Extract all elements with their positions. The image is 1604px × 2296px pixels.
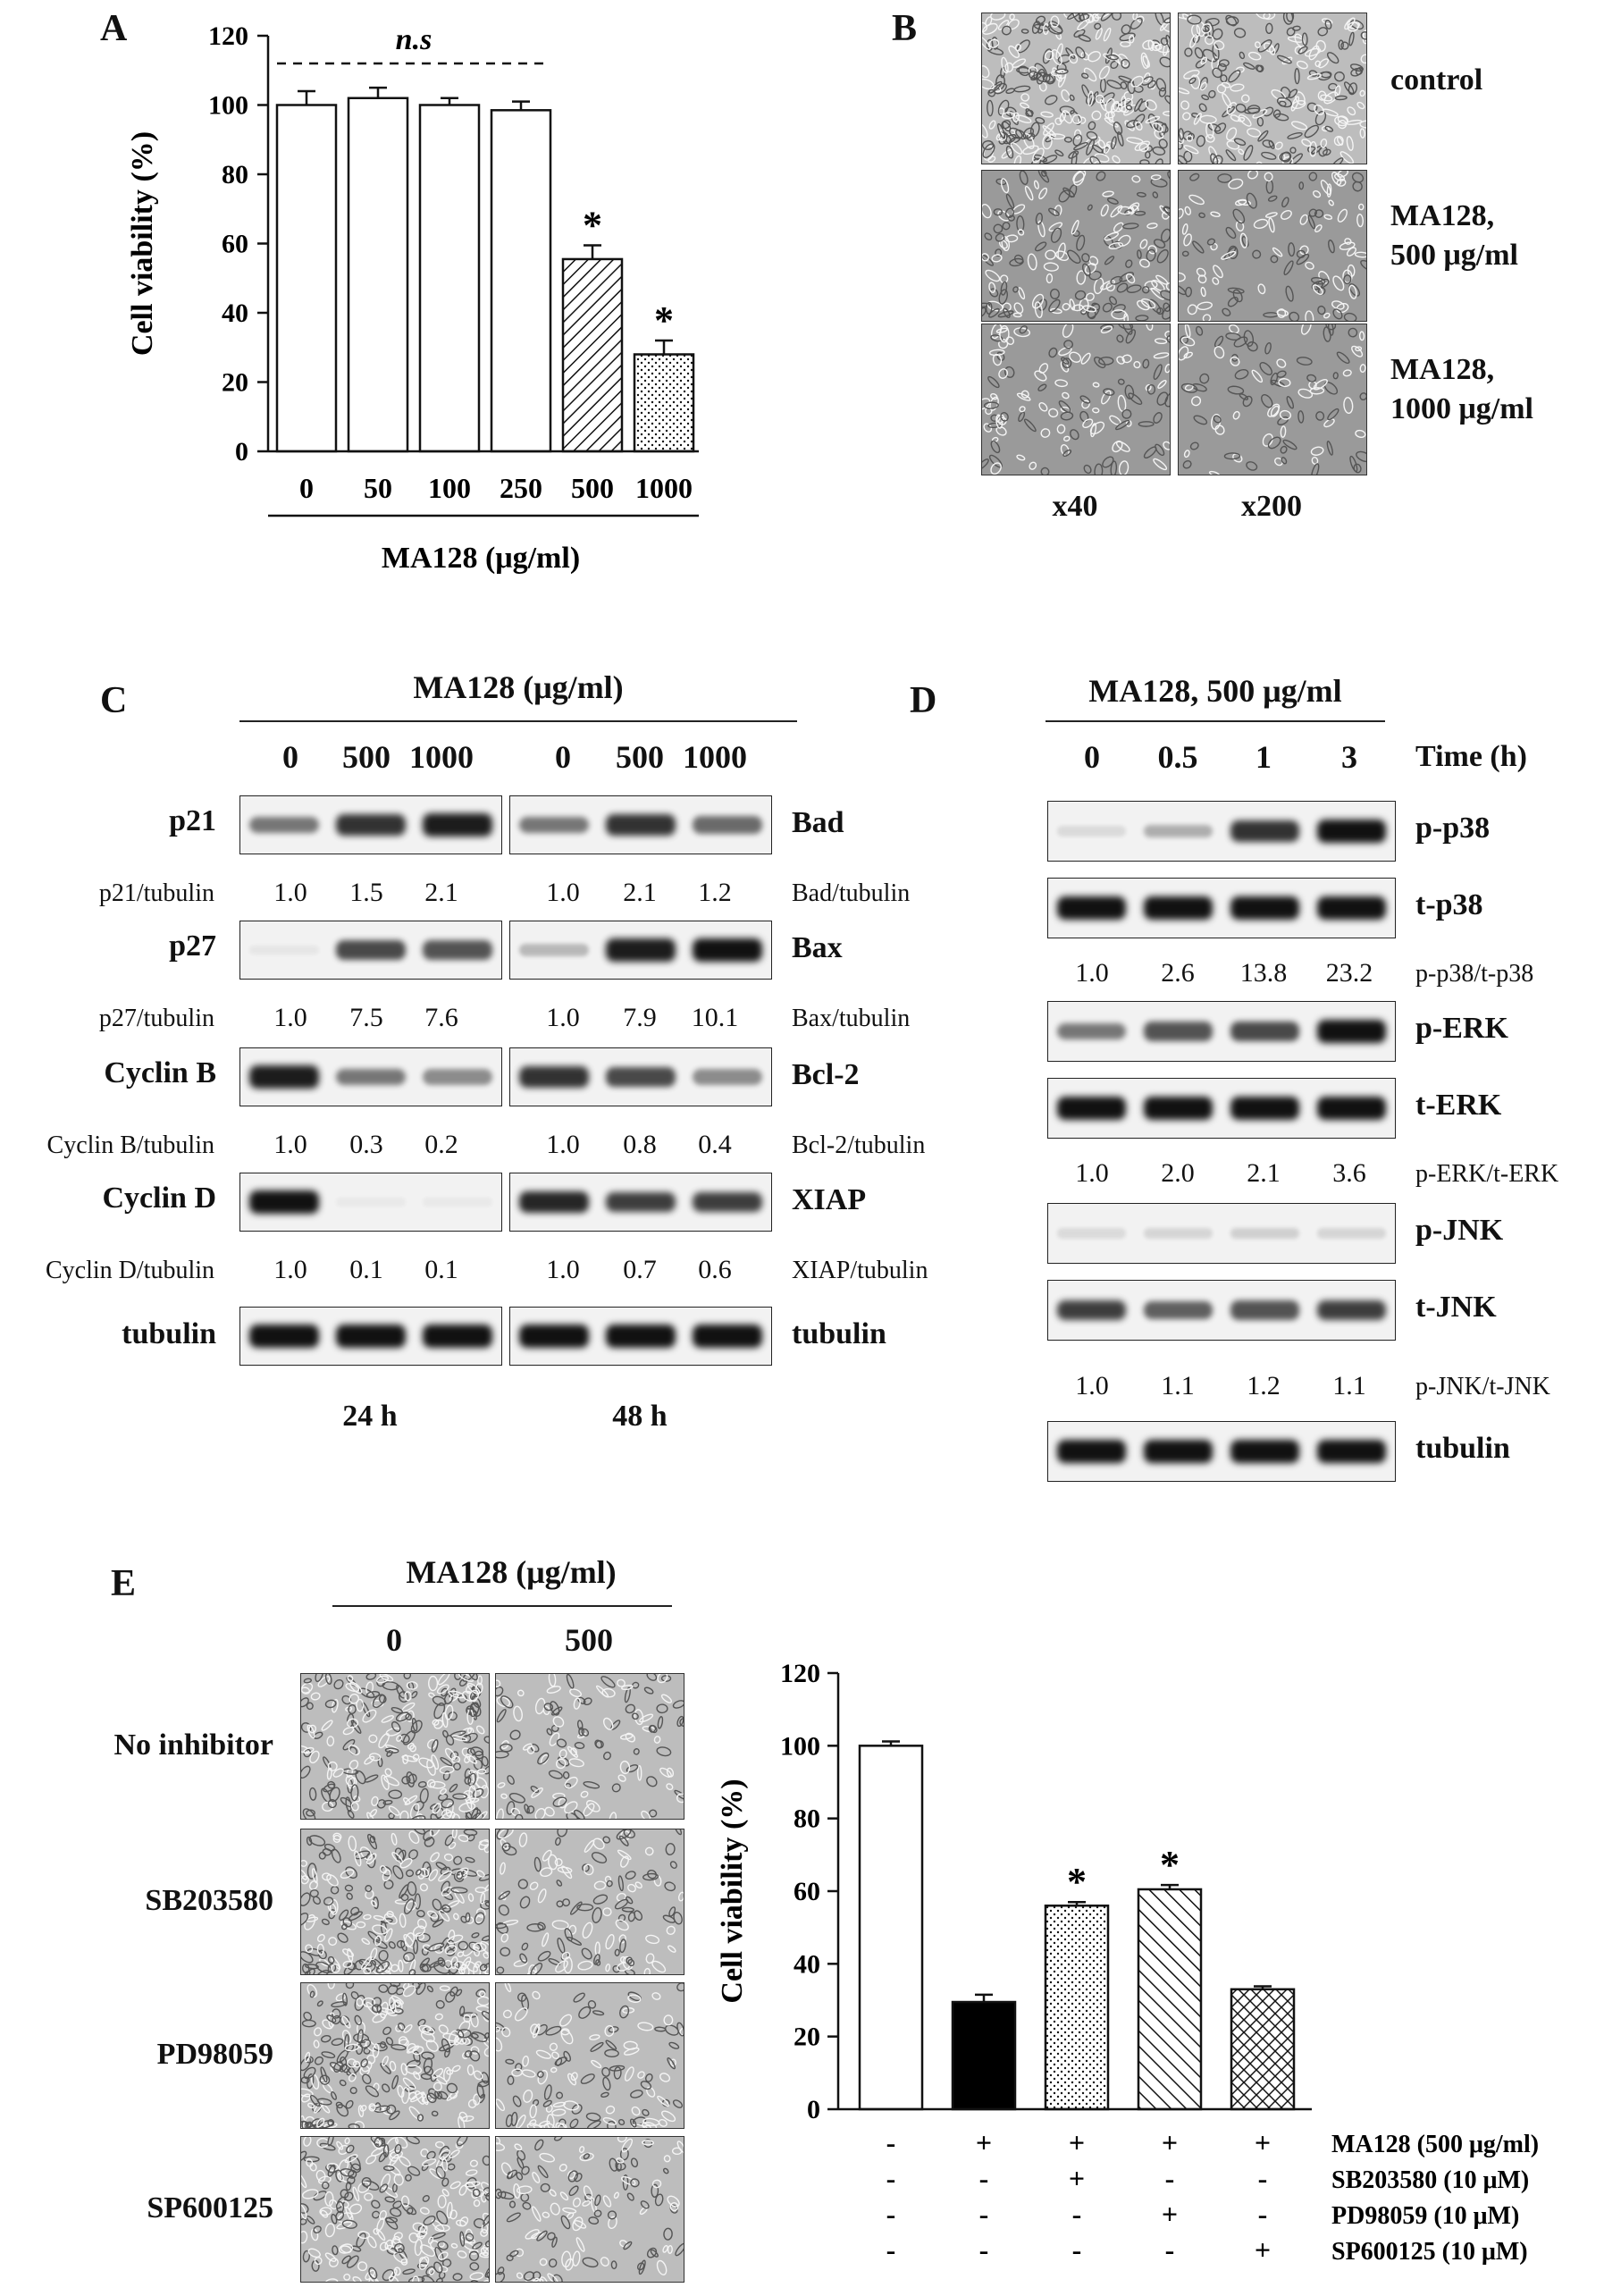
- micrograph: [1178, 170, 1367, 322]
- micrograph-row-label: [1390, 61, 1482, 100]
- ratio-value: 0.1: [349, 1255, 383, 1284]
- time-label: 48 h: [612, 1400, 668, 1433]
- blot-strip: [1047, 1280, 1396, 1341]
- treatment-sign: -: [1257, 2162, 1268, 2194]
- blot-band: [423, 1325, 492, 1348]
- ratio-value: 1.5: [349, 878, 383, 907]
- cell-texture: [1179, 324, 1366, 475]
- blot-band: [1230, 1022, 1300, 1041]
- micrograph: [495, 1673, 684, 1820]
- blot-band: [519, 817, 589, 834]
- ratio-value: 1.2: [698, 878, 732, 907]
- ratio-value: 2.6: [1161, 958, 1195, 988]
- x-tick-label: 100: [428, 472, 471, 504]
- ratio-value: 1.0: [273, 1255, 307, 1284]
- treatment-sign: -: [1257, 2198, 1268, 2230]
- treatment-label: SP600125 (10 μM): [1331, 2238, 1528, 2266]
- treatment-sign: -: [978, 2162, 989, 2194]
- blot-band: [1144, 1022, 1213, 1040]
- micrograph: [1178, 324, 1367, 475]
- bar: [491, 110, 550, 451]
- blot-band: [1230, 1440, 1300, 1463]
- bar: [953, 2002, 1015, 2109]
- blot-band: [693, 938, 762, 962]
- protein-label: Bad: [792, 806, 844, 839]
- treatment-sign: +: [1161, 2126, 1179, 2158]
- blot-strip: [1047, 878, 1396, 938]
- dose-label: 0: [282, 739, 298, 775]
- protein-label: p-JNK: [1415, 1214, 1504, 1247]
- blot-strip: [509, 1307, 772, 1366]
- y-tick-label: 120: [208, 21, 248, 51]
- blot-band: [1144, 896, 1213, 920]
- protein-label: t-p38: [1415, 888, 1483, 921]
- blot-strip: [509, 795, 772, 854]
- ratio-value: 1.0: [273, 1003, 307, 1032]
- cell-texture: [1179, 13, 1366, 164]
- ratio-value: 0.4: [698, 1130, 732, 1159]
- blot-band: [249, 817, 319, 834]
- panel-e-header: MA128 (μg/ml): [406, 1554, 617, 1590]
- protein-label: tubulin: [792, 1317, 886, 1350]
- y-tick-label: 80: [794, 1804, 820, 1834]
- blot-band: [336, 1069, 406, 1086]
- treatment-sign: -: [1071, 2233, 1082, 2266]
- bar: [563, 259, 622, 451]
- cell-texture: [301, 1983, 489, 2128]
- ratio-label: XIAP/tubulin: [792, 1257, 928, 1284]
- blot-band: [336, 814, 406, 836]
- protein-label: p27: [169, 929, 216, 963]
- y-tick-label: 40: [222, 299, 248, 328]
- blot-band: [423, 940, 492, 959]
- ratio-value: 1.0: [1075, 1158, 1109, 1188]
- bar: [1231, 1989, 1294, 2109]
- blot-band: [1057, 1097, 1127, 1120]
- ratio-value: 2.1: [1247, 1158, 1281, 1188]
- ratio-label: p-ERK/t-ERK: [1415, 1160, 1559, 1188]
- ratio-value: 2.1: [424, 878, 458, 907]
- ratio-value: 13.8: [1239, 958, 1288, 988]
- blot-band: [1317, 896, 1387, 920]
- ratio-value: 23.2: [1325, 958, 1373, 988]
- blot-band: [1317, 1097, 1387, 1120]
- dose-label: 0: [386, 1622, 402, 1658]
- micrograph-row-label: [1390, 350, 1533, 429]
- blot-band: [336, 940, 406, 960]
- treatment-sign: -: [1071, 2198, 1082, 2230]
- blot-band: [1144, 1097, 1213, 1120]
- blot-band: [519, 1066, 589, 1088]
- x-tick-label: 0: [299, 472, 314, 504]
- ratio-value: 1.0: [546, 1003, 580, 1032]
- micrograph-row-label: SB203580: [145, 1884, 273, 1917]
- ratio-value: 3.6: [1332, 1158, 1366, 1188]
- ratio-value: 2.0: [1161, 1158, 1195, 1188]
- blot-band: [693, 816, 762, 834]
- significance-mark: *: [583, 203, 602, 248]
- ratio-value: 1.2: [1247, 1371, 1281, 1400]
- panel-label-e: E: [111, 1563, 137, 1604]
- ratio-value: 0.7: [623, 1255, 657, 1284]
- y-tick-label: 120: [780, 1659, 820, 1688]
- panel-c-header: MA128 (μg/ml): [413, 669, 624, 705]
- treatment-sign: -: [886, 2162, 896, 2194]
- blot-strip: [509, 1173, 772, 1232]
- x-tick-label: 1000: [635, 472, 693, 504]
- cell-texture: [301, 1829, 489, 1974]
- significance-mark: *: [654, 299, 674, 342]
- protein-label: Bcl-2: [792, 1058, 860, 1091]
- blot-strip: [1047, 1001, 1396, 1062]
- ratio-value: 1.0: [1075, 1371, 1109, 1400]
- micrograph: [981, 170, 1171, 322]
- ratio-value: 7.9: [623, 1003, 657, 1032]
- panel-label-d: D: [910, 680, 937, 721]
- bar: [1046, 1905, 1108, 2109]
- y-axis-label: Cell viability (%): [126, 130, 159, 357]
- blot-band: [1057, 826, 1127, 837]
- y-tick-label: 0: [807, 2095, 820, 2124]
- blot-strip: [239, 1173, 502, 1232]
- blot-band: [519, 1191, 589, 1213]
- time-axis-label: Time (h): [1415, 740, 1527, 773]
- micrograph: [300, 1982, 490, 2129]
- blot-band: [1057, 896, 1127, 920]
- blot-band: [336, 1325, 406, 1348]
- treatment-sign: +: [1068, 2126, 1086, 2158]
- micrograph-col-label: x40: [1052, 490, 1098, 523]
- panel-label-b: B: [892, 8, 918, 49]
- blot-band: [606, 938, 676, 961]
- micrograph-row-label: SP600125: [147, 2191, 273, 2225]
- treatment-sign: -: [978, 2198, 989, 2230]
- ratio-value: 1.0: [1075, 958, 1109, 988]
- y-axis-label: Cell viability (%): [716, 1779, 749, 2004]
- micrograph: [300, 2136, 490, 2283]
- blot-band: [249, 946, 319, 955]
- panel-d-header: MA128, 500 μg/ml: [1088, 673, 1342, 709]
- bar: [1138, 1889, 1201, 2109]
- ratio-value: 1.1: [1161, 1371, 1195, 1400]
- treatment-sign: -: [886, 2233, 896, 2266]
- dose-label: 500: [342, 739, 391, 775]
- micrograph-row-label: No inhibitor: [113, 1728, 273, 1762]
- cell-texture: [496, 2137, 684, 2282]
- protein-label: p21: [169, 804, 216, 837]
- blot-band: [1317, 1020, 1387, 1043]
- panel-label-c: C: [100, 680, 128, 721]
- cell-texture: [301, 2137, 489, 2282]
- treatment-sign: +: [1254, 2233, 1272, 2266]
- blot-band: [693, 1325, 762, 1348]
- y-tick-label: 20: [794, 2022, 820, 2052]
- ratio-value: 1.0: [546, 878, 580, 907]
- blot-band: [1057, 1228, 1127, 1239]
- cell-texture: [982, 324, 1170, 475]
- blot-strip: [239, 921, 502, 980]
- blot-band: [1144, 1440, 1213, 1463]
- ratio-value: 0.3: [349, 1130, 383, 1159]
- micrograph: [981, 13, 1171, 164]
- protein-label: Bax: [792, 931, 843, 964]
- dose-label: 500: [616, 739, 664, 775]
- blot-strip: [239, 1047, 502, 1106]
- blot-strip: [1047, 1421, 1396, 1482]
- cell-texture: [982, 13, 1170, 164]
- y-tick-label: 100: [208, 90, 248, 121]
- dose-label: 500: [565, 1622, 613, 1658]
- cell-texture: [301, 1674, 489, 1819]
- time-label: 24 h: [342, 1400, 398, 1433]
- ratio-value: 7.6: [424, 1003, 458, 1032]
- ratio-value: 0.1: [424, 1255, 458, 1284]
- cell-texture: [496, 1674, 684, 1819]
- treatment-sign: +: [1161, 2198, 1179, 2230]
- y-tick-label: 60: [222, 229, 248, 259]
- micrograph: [981, 324, 1171, 475]
- blot-strip: [1047, 1203, 1396, 1264]
- x-tick-label: 250: [500, 472, 542, 504]
- panel-label-a: A: [100, 8, 128, 49]
- ratio-value: 10.1: [691, 1003, 739, 1032]
- micrograph-row-label-line: MA128,: [1390, 353, 1495, 386]
- ratio-label: Cyclin D/tubulin: [46, 1257, 214, 1284]
- blot-band: [1057, 1440, 1127, 1463]
- blot-band: [1057, 1023, 1127, 1040]
- x-tick-label: 500: [571, 472, 614, 504]
- blot-band: [423, 1198, 492, 1207]
- blot-band: [1317, 820, 1387, 843]
- dose-label: 1000: [683, 739, 747, 775]
- time-point-label: 0: [1084, 739, 1100, 775]
- micrograph-row-label-line: control: [1390, 63, 1483, 97]
- blot-band: [1144, 1301, 1213, 1319]
- ratio-value: 2.1: [623, 878, 657, 907]
- blot-strip: [1047, 801, 1396, 862]
- bar: [860, 1745, 922, 2109]
- protein-label: Cyclin B: [104, 1056, 216, 1089]
- micrograph: [495, 1829, 684, 1975]
- panel-d-header-line: [1046, 720, 1385, 722]
- ratio-value: 7.5: [349, 1003, 383, 1032]
- blot-band: [336, 1198, 406, 1207]
- blot-band: [1230, 1097, 1300, 1120]
- protein-label: t-JNK: [1415, 1291, 1497, 1324]
- blot-band: [693, 1069, 762, 1084]
- micrograph-col-label: x200: [1241, 490, 1302, 523]
- bar: [349, 98, 407, 451]
- ratio-value: 0.6: [698, 1255, 732, 1284]
- ratio-label: p27/tubulin: [98, 1005, 214, 1032]
- protein-label: tubulin: [1415, 1432, 1510, 1465]
- blot-band: [249, 1190, 319, 1214]
- protein-label: Cyclin D: [102, 1182, 216, 1215]
- ratio-value: 1.0: [546, 1255, 580, 1284]
- treatment-sign: +: [1254, 2126, 1272, 2158]
- micrograph-row-label-line: MA128,: [1390, 199, 1495, 232]
- micrograph: [1178, 13, 1367, 164]
- ratio-label: Bax/tubulin: [792, 1005, 911, 1032]
- ratio-value: 1.0: [273, 1130, 307, 1159]
- treatment-sign: -: [886, 2126, 896, 2158]
- blot-strip: [509, 1047, 772, 1106]
- blot-band: [606, 1325, 676, 1348]
- chart-a: [0, 0, 733, 590]
- ratio-label: p-JNK/t-JNK: [1415, 1373, 1550, 1400]
- blot-band: [1317, 1440, 1387, 1463]
- protein-label: p-p38: [1415, 812, 1491, 845]
- bar: [420, 105, 479, 452]
- micrograph: [300, 1673, 490, 1820]
- blot-band: [1230, 1300, 1300, 1319]
- blot-band: [1144, 825, 1213, 838]
- treatment-label: SB203580 (10 μM): [1331, 2166, 1530, 2194]
- y-tick-label: 0: [235, 437, 248, 467]
- y-tick-label: 100: [780, 1731, 820, 1762]
- bar: [634, 355, 693, 452]
- micrograph-row-label: PD98059: [156, 2038, 273, 2071]
- blot-band: [606, 1192, 676, 1213]
- micrograph-row-label-line: 1000 μg/ml: [1390, 392, 1533, 425]
- blot-band: [249, 1065, 319, 1088]
- blot-band: [693, 1192, 762, 1213]
- panel-c-header-line: [239, 720, 797, 722]
- treatment-sign: -: [886, 2198, 896, 2230]
- y-tick-label: 80: [222, 160, 248, 189]
- micrograph: [495, 1982, 684, 2129]
- ratio-label: p-p38/t-p38: [1415, 960, 1534, 988]
- treatment-sign: -: [978, 2233, 989, 2266]
- x-tick-label: 50: [364, 472, 392, 504]
- protein-label: tubulin: [122, 1317, 216, 1350]
- blot-strip: [239, 1307, 502, 1366]
- micrograph-row-label: [1390, 197, 1518, 275]
- time-point-label: 1: [1255, 739, 1272, 775]
- blot-band: [1230, 820, 1300, 842]
- cell-texture: [496, 1983, 684, 2128]
- y-tick-label: 60: [794, 1877, 820, 1906]
- ratio-label: Cyclin B/tubulin: [46, 1131, 214, 1159]
- blot-band: [1144, 1228, 1213, 1239]
- blot-band: [423, 1069, 492, 1084]
- treatment-label: PD98059 (10 μM): [1331, 2202, 1520, 2230]
- treatment-sign: -: [1164, 2162, 1175, 2194]
- blot-band: [1230, 896, 1300, 920]
- micrograph-row-label-line: 500 μg/ml: [1390, 239, 1518, 272]
- blot-band: [519, 944, 589, 956]
- time-point-label: 0.5: [1157, 739, 1198, 775]
- dose-label: 1000: [409, 739, 474, 775]
- cell-texture: [496, 1829, 684, 1974]
- ns-label: n.s: [395, 23, 432, 56]
- blot-band: [1230, 1228, 1300, 1239]
- panel-e-header-line: [332, 1605, 672, 1607]
- ratio-label: Bcl-2/tubulin: [792, 1131, 926, 1159]
- x-axis-label: MA128 (μg/ml): [381, 542, 581, 575]
- protein-label: p-ERK: [1415, 1012, 1508, 1045]
- ratio-value: 1.0: [546, 1130, 580, 1159]
- significance-mark: *: [1067, 1860, 1087, 1905]
- blot-strip: [509, 921, 772, 980]
- significance-mark: *: [1160, 1843, 1180, 1888]
- blot-strip: [239, 795, 502, 854]
- ratio-value: 0.8: [623, 1130, 657, 1159]
- blot-band: [249, 1325, 319, 1348]
- ratio-value: 1.0: [273, 878, 307, 907]
- cell-texture: [982, 171, 1170, 321]
- protein-label: t-ERK: [1415, 1089, 1502, 1122]
- blot-band: [423, 813, 492, 836]
- y-tick-label: 40: [794, 1949, 820, 1980]
- treatment-sign: +: [975, 2126, 993, 2158]
- ratio-value: 1.1: [1332, 1371, 1366, 1400]
- ratio-label: p21/tubulin: [98, 879, 214, 907]
- blot-strip: [1047, 1078, 1396, 1139]
- ratio-label: Bad/tubulin: [792, 879, 911, 907]
- y-tick-label: 20: [222, 367, 248, 398]
- bar: [277, 105, 336, 452]
- treatment-label: MA128 (500 μg/ml): [1331, 2131, 1540, 2158]
- micrograph: [495, 2136, 684, 2283]
- protein-label: XIAP: [792, 1183, 867, 1216]
- ratio-value: 0.2: [424, 1130, 458, 1159]
- blot-band: [1317, 1300, 1387, 1321]
- blot-band: [606, 1067, 676, 1087]
- treatment-sign: -: [1164, 2233, 1175, 2266]
- blot-band: [1317, 1228, 1387, 1239]
- blot-band: [606, 814, 676, 836]
- blot-band: [519, 1325, 589, 1348]
- dose-label: 0: [555, 739, 571, 775]
- treatment-sign: +: [1068, 2162, 1086, 2194]
- micrograph: [300, 1829, 490, 1975]
- chart-e: [706, 1644, 1600, 2296]
- time-point-label: 3: [1341, 739, 1357, 775]
- cell-texture: [1179, 171, 1366, 321]
- blot-band: [1057, 1300, 1127, 1321]
